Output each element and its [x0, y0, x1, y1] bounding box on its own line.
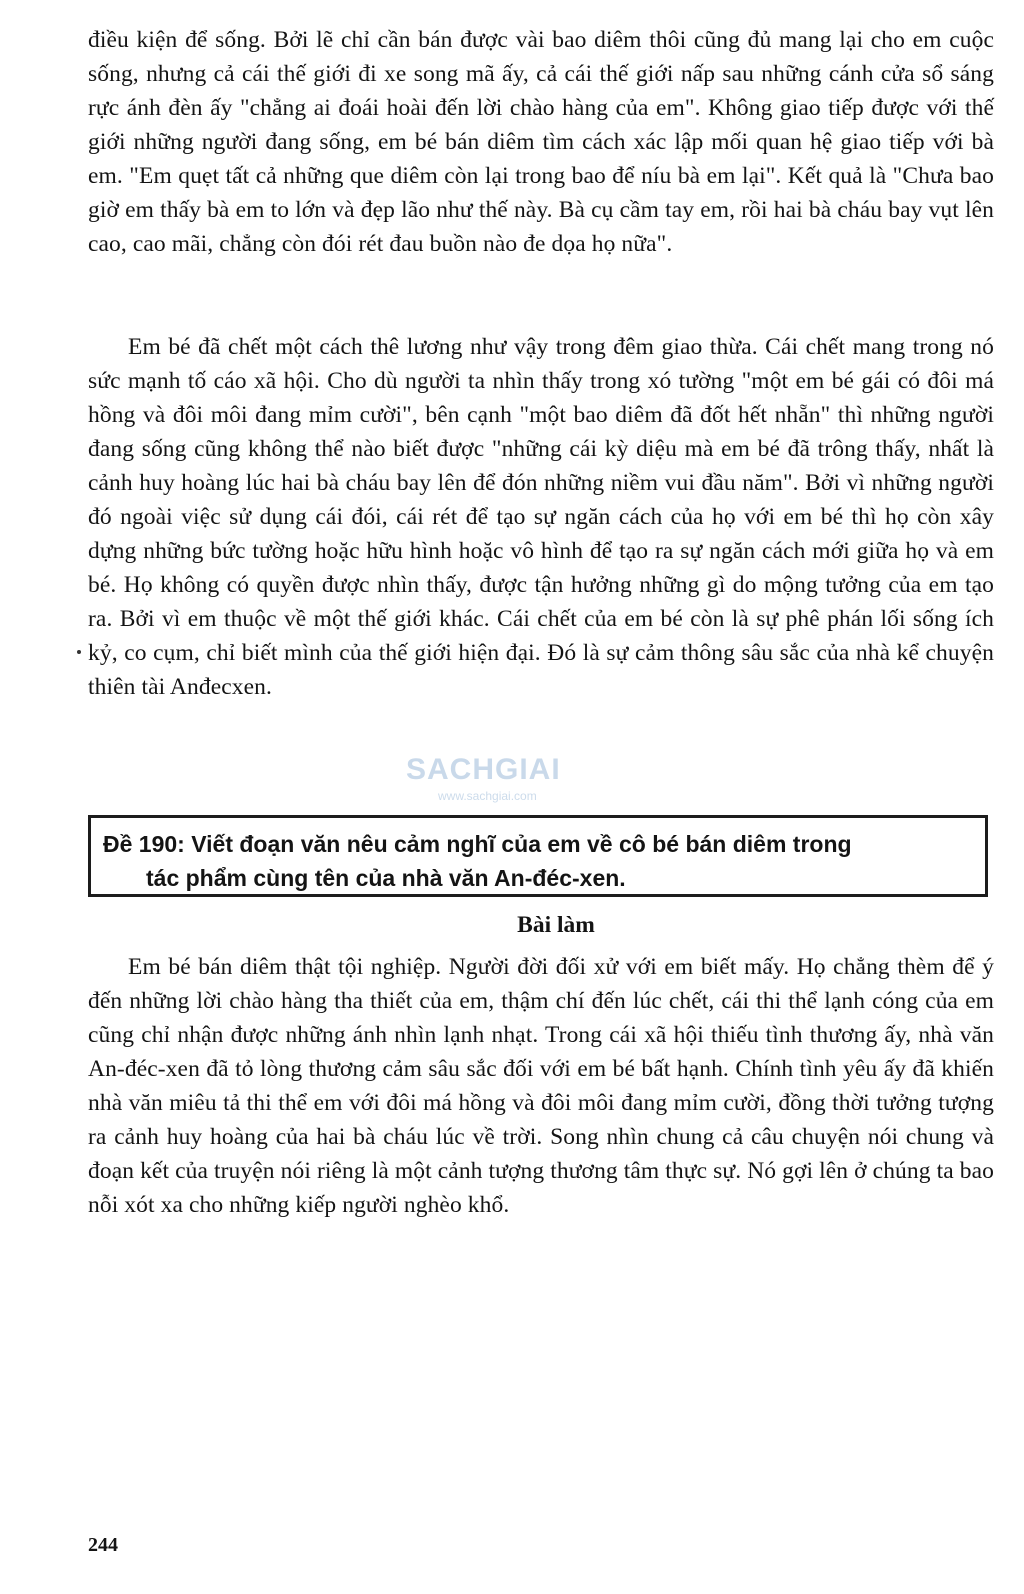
watermark-text: SACHGIAI	[406, 753, 561, 786]
watermark-url: www.sachgiai.com	[438, 789, 537, 803]
exercise-prompt-line-2: tác phẩm cùng tên của nhà văn An-đéc-xen.	[146, 865, 626, 891]
watermark-logo	[400, 747, 610, 817]
exercise-prompt-line-1: Đề 190: Viết đoạn văn nêu cảm nghĩ của em về cô bé bán diêm trong	[103, 831, 852, 857]
exercise-prompt-box	[88, 815, 988, 897]
page-number: 244	[88, 1534, 118, 1556]
answer-paragraph: Em bé bán diêm thật tội nghiệp. Người đời đối xử với em biết mấy. Họ chẳng thèm để ý đến những lời chào hàng tha thiết của em, thậm chí đến lúc chết, cái thi thể lạnh cóng của em cũng chỉ nhận được những ánh nhìn lạnh nhạt. Trong cái xã hội thiếu tình thương ấy, nhà văn An-đéc-xen đã tỏ lòng thương cảm sâu sắc đối với em bé bất hạnh. Chính tình yêu ấy đã khiến nhà văn miêu tả thi thể em với đôi má hồng và đôi môi đang mỉm cười, đồng thời tưởng tượng ra cảnh huy hoàng của hai bà cháu lúc về trời. Song nhìn chung cả câu chuyện nói chung và đoạn kết của truyện nói riêng là một cảnh tượng thương tâm thực sự. Nó gợi lên ở chúng ta bao nỗi xót xa cho những kiếp người nghèo khổ.	[88, 954, 994, 1218]
paragraph-1: điều kiện để sống. Bởi lẽ chỉ cần bán được vài bao diêm thôi cũng đủ mang lại cho em cuộc sống, nhưng cả cái thế giới đi xe song mã ấy, cả cái thế giới nấp sau những cánh cửa sổ sáng rực ánh đèn ấy "chẳng ai đoái hoài đến lời chào hàng của em". Không giao tiếp được với thế giới những người đang sống, em bé bán diêm tìm cách xác lập mối quan hệ giao tiếp với bà em. "Em quẹt tất cả những que diêm còn lại trong bao để níu bà em lại". Kết quả là "Chưa bao giờ em thấy bà em to lớn và đẹp lão như thế này. Bà cụ cầm tay em, rồi hai bà cháu bay vụt lên cao, cao mãi, chẳng còn đói rét đau buồn nào đe dọa họ nữa".	[88, 27, 994, 257]
scan-speck	[77, 650, 81, 654]
paragraph-2: Em bé đã chết một cách thê lương như vậy trong đêm giao thừa. Cái chết mang trong nó sức mạnh tố cáo xã hội. Cho dù người ta nhìn thấy trong xó tường "một em bé gái có đôi má hồng và đôi môi đang mỉm cười", bên cạnh "một bao diêm đã đốt hết nhẵn" thì những người đang sống cũng không thể nào biết được "những cái kỳ diệu mà em bé đã trông thấy, nhất là cảnh huy hoàng lúc hai bà cháu bay lên để đón những niềm vui đầu năm". Bởi vì những người đó ngoài việc sử dụng cái đói, cái rét để tạo sự ngăn cách của họ với em bé thì họ còn xây dựng những bức tường hoặc hữu hình hoặc vô hình để tạo ra sự ngăn cách mới giữa họ và em bé. Họ không có quyền được nhìn thấy, được tận hưởng những gì do mộng tưởng của em tạo ra. Bởi vì em thuộc về một thế giới khác. Cái chết của em bé còn là sự phê phán lối sống ích kỷ, co cụm, chỉ biết mình của thế giới hiện đại. Đó là sự cảm thông sâu sắc của nhà kể chuyện thiên tài Anđecxen.	[88, 334, 994, 700]
answer-heading: Bài làm	[517, 912, 595, 938]
exercise-prompt	[103, 827, 983, 895]
